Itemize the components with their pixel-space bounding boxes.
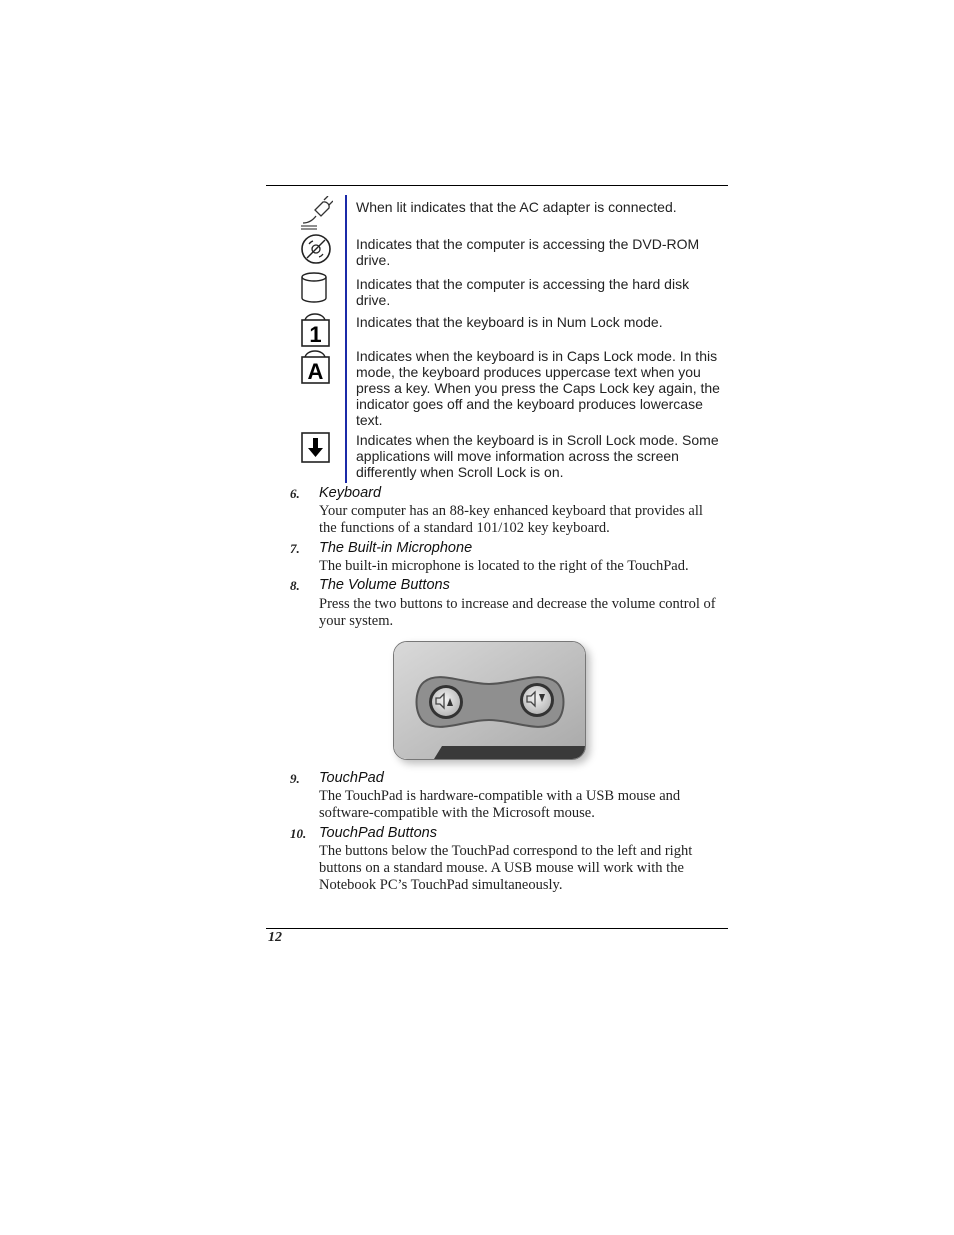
indicator-ac-power-text: When lit indicates that the AC adapter is connected. bbox=[356, 199, 677, 215]
item-title-volume-buttons: The Volume Buttons bbox=[319, 577, 450, 593]
indicator-divider bbox=[345, 195, 347, 483]
item-body-touchpad-buttons: The buttons below the TouchPad correspond to the left and right buttons on a standard mouse. A USB mouse will work with the Notebook PC’s TouchPad simultaneously. bbox=[319, 843, 693, 893]
indicator-hard-disk-text: Indicates that the computer is accessing the hard disk drive. bbox=[356, 276, 690, 308]
scroll-lock-icon bbox=[299, 430, 333, 464]
item-number: 7. bbox=[290, 541, 300, 556]
item-body-microphone: The built-in microphone is located to the right of the TouchPad. bbox=[319, 558, 689, 574]
item-number: 10. bbox=[290, 826, 307, 841]
indicator-caps-lock-text: Indicates when the keyboard is in Caps Lock mode. In this mode, the keyboard produces uppercase text when you press a key. When you press the Caps Lock key again, the indicator goes off and the keyboard produces lowercase text. bbox=[356, 348, 720, 428]
item-title-microphone: The Built-in Microphone bbox=[319, 540, 473, 556]
hard-disk-icon bbox=[299, 271, 333, 305]
item-title-keyboard: Keyboard bbox=[319, 485, 382, 501]
item-number: 6. bbox=[290, 486, 300, 501]
top-rule bbox=[266, 185, 728, 186]
item-body-volume-buttons: Press the two buttons to increase and decrease the volume control of your system. bbox=[319, 596, 716, 629]
caps-lock-glyph: A bbox=[307, 359, 324, 384]
ac-power-icon bbox=[299, 196, 333, 230]
num-lock-icon bbox=[299, 313, 333, 347]
item-title-touchpad: TouchPad bbox=[319, 770, 384, 786]
item-body-keyboard: Your computer has an 88-key enhanced keyboard that provides all the functions of a standard 101/102 key keyboard. bbox=[319, 503, 703, 536]
caps-lock-icon bbox=[299, 350, 333, 384]
item-number: 8. bbox=[290, 578, 300, 593]
indicator-scroll-lock-text: Indicates when the keyboard is in Scroll Lock mode. Some applications will move information across the screen differently when Scroll Lock is on. bbox=[356, 432, 719, 480]
item-number: 9. bbox=[290, 771, 300, 786]
bottom-rule bbox=[266, 928, 728, 929]
volume-buttons-photo bbox=[393, 641, 586, 760]
page-number: 12 bbox=[268, 930, 282, 945]
item-title-touchpad-buttons: TouchPad Buttons bbox=[319, 825, 437, 841]
dvd-rom-icon bbox=[299, 232, 333, 266]
indicator-num-lock-text: Indicates that the keyboard is in Num Lock mode. bbox=[356, 314, 663, 330]
num-lock-glyph: 1 bbox=[309, 322, 322, 347]
indicator-dvd-rom-text: Indicates that the computer is accessing the DVD-ROM drive. bbox=[356, 236, 700, 268]
item-body-touchpad: The TouchPad is hardware-compatible with a USB mouse and software-compatible with the Microsoft mouse. bbox=[319, 788, 681, 821]
